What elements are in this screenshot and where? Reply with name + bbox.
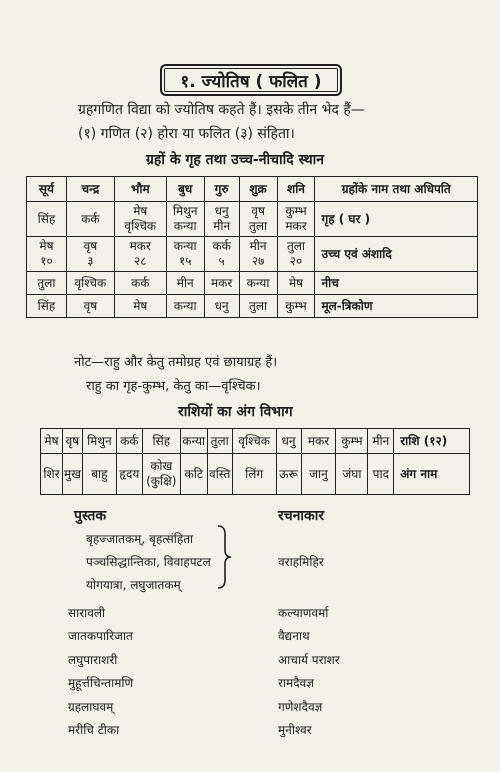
- table1-heading: ग्रहों के गृह तथा उच्च-नीचादि स्थान: [146, 152, 325, 168]
- table1-cell: कुम्भ: [277, 295, 315, 318]
- book-title: सारावली: [68, 606, 106, 620]
- table1-cell: तुला: [239, 295, 277, 318]
- intro-line-2: (१) गणित (२) होरा या फलित (३) संहिता।: [78, 126, 295, 142]
- book-title: योगयात्रा, लघुजातकम्: [86, 578, 181, 592]
- table2-sign-cell: सिंह: [142, 429, 180, 454]
- author-name: कल्याणवर्मा: [278, 606, 329, 620]
- table2-part-cell: कटि: [180, 454, 207, 495]
- book-title: बृहज्जातकम्, बृहत्संहिता: [86, 532, 194, 546]
- book-title: मरीचि टीका: [68, 723, 120, 737]
- table1-cell: कन्या: [239, 272, 277, 295]
- table2-signs-row: [41, 429, 470, 454]
- table1-header-cell: चन्द्र: [66, 177, 114, 202]
- table2-part-cell: जानु: [301, 454, 336, 495]
- note-line-2: राहु का गृह-कुम्भ, केतु का—वृश्चिक।: [86, 379, 261, 394]
- book-title: जातकपारिजात: [68, 629, 133, 643]
- author-name: गणेशदैवज्ञ: [278, 700, 323, 714]
- table1-header-cell: बुध: [166, 177, 204, 202]
- table2-part-cell: बाहु: [82, 454, 116, 495]
- author-name: रामदैवज्ञ: [278, 676, 314, 690]
- table1-cell: मीन २७: [239, 237, 277, 272]
- table2-sign-cell: मेष: [41, 429, 63, 454]
- table2-sign-cell: वृश्चिक: [232, 429, 276, 454]
- table1-header-cell: गुरु: [204, 177, 239, 202]
- table1-cell: मकर २८: [114, 237, 166, 272]
- table2-part-cell: अंग नाम: [394, 454, 470, 495]
- chapter-title: १. ज्योतिष ( फलित ): [160, 64, 342, 96]
- table1-cell: मेष: [277, 272, 315, 295]
- table1-cell: वृष ३: [66, 237, 114, 272]
- table1-cell: धनु: [204, 295, 239, 318]
- table2-part-cell: लिंग: [232, 454, 276, 495]
- table1-cell: मेष: [114, 295, 166, 318]
- table2-sign-cell: तुला: [207, 429, 232, 454]
- table1-cell: तुला २०: [277, 237, 315, 272]
- table1-row: [27, 272, 478, 295]
- table2-sign-cell: मकर: [301, 429, 336, 454]
- table1-cell: कर्क ५: [204, 237, 239, 272]
- table2-part-cell: ऊरू: [276, 454, 301, 495]
- table2-sign-cell: वृष: [62, 429, 82, 454]
- table1-cell: कन्या १५: [166, 237, 204, 272]
- right-brace-icon: [216, 524, 232, 590]
- table1-cell: वृष: [66, 295, 114, 318]
- table2-part-cell: जंघा: [336, 454, 368, 495]
- table2-sign-cell: कुम्भ: [336, 429, 368, 454]
- table1-row-label: उच्च एवं अंशादि: [315, 237, 478, 272]
- author-name: मुनीश्वर: [278, 723, 312, 737]
- table2-part-cell: पाद: [368, 454, 394, 495]
- table1-cell: कर्क: [114, 272, 166, 295]
- table1-row-label: गृह ( घर ): [315, 202, 478, 237]
- table2-sign-cell: धनु: [276, 429, 301, 454]
- zodiac-body-parts-table: [40, 428, 470, 495]
- table2-part-cell: कोख (कुक्षि): [142, 454, 180, 495]
- table1-row: [27, 237, 478, 272]
- table1-cell: सिंह: [27, 202, 67, 237]
- table1-cell: कुम्भ मकर: [277, 202, 315, 237]
- table1-cell: धनु मीन: [204, 202, 239, 237]
- table2-part-cell: वस्ति: [207, 454, 232, 495]
- table1-header-cell: शुक्र: [239, 177, 277, 202]
- table1-cell: वृश्चिक: [66, 272, 114, 295]
- book-header: पुस्तक: [74, 508, 107, 524]
- table2-heading: राशियों का अंग विभाग: [178, 404, 293, 420]
- table1-cell: मीन: [166, 272, 204, 295]
- table1-header-cell: ग्रहोंके नाम तथा अधिपति: [315, 177, 478, 202]
- book-title: मुहूर्त्तचिन्तामणि: [68, 676, 134, 690]
- author-name: आचार्य पराशर: [278, 653, 340, 667]
- table1-header-row: [27, 177, 478, 202]
- table1-cell: सिंह: [27, 295, 67, 318]
- author-name: वराहमिहिर: [278, 555, 324, 569]
- table2-sign-cell: कन्या: [180, 429, 207, 454]
- table1-cell: मेष १०: [27, 237, 67, 272]
- table1-row-label: नीच: [315, 272, 478, 295]
- book-title: ग्रहलाघवम्: [68, 700, 114, 714]
- table2-sign-cell: राशि (१२): [394, 429, 470, 454]
- table2-sign-cell: मीन: [368, 429, 394, 454]
- book-title: लघुपाराशरी: [68, 653, 118, 667]
- table2-sign-cell: मिथुन: [82, 429, 116, 454]
- table1-cell: कर्क: [66, 202, 114, 237]
- table1-row: [27, 202, 478, 237]
- table2-part-cell: हृदय: [116, 454, 142, 495]
- table2-sign-cell: कर्क: [116, 429, 142, 454]
- intro-line-1: ग्रहगणित विद्या को ज्योतिष कहते हैं। इसके तीन भेद हैं—: [78, 102, 365, 118]
- table1-header-cell: भौम: [114, 177, 166, 202]
- table1-cell: तुला: [27, 272, 67, 295]
- table2-part-cell: शिर: [41, 454, 63, 495]
- table2-parts-row: [41, 454, 470, 495]
- table1-cell: मकर: [204, 272, 239, 295]
- author-name: वैद्यनाथ: [278, 629, 310, 643]
- note-line-1: नोट—राहु और केतु तमोग्रह एवं छायाग्रह हैं।: [74, 355, 278, 370]
- book-title: पञ्चसिद्धान्तिका, विवाहपटल: [86, 555, 211, 569]
- planet-houses-table: [26, 176, 478, 318]
- table1-row-label: मूल-त्रिकोण: [315, 295, 478, 318]
- author-header: रचनाकार: [278, 508, 325, 524]
- table1-cell: कन्या: [166, 295, 204, 318]
- table1-cell: मेष वृश्चिक: [114, 202, 166, 237]
- table2-part-cell: मुख: [62, 454, 82, 495]
- table1-row: [27, 295, 478, 318]
- table1-cell: वृष तुला: [239, 202, 277, 237]
- table1-header-cell: शनि: [277, 177, 315, 202]
- table1-cell: मिथुन कन्या: [166, 202, 204, 237]
- table1-header-cell: सूर्य: [27, 177, 67, 202]
